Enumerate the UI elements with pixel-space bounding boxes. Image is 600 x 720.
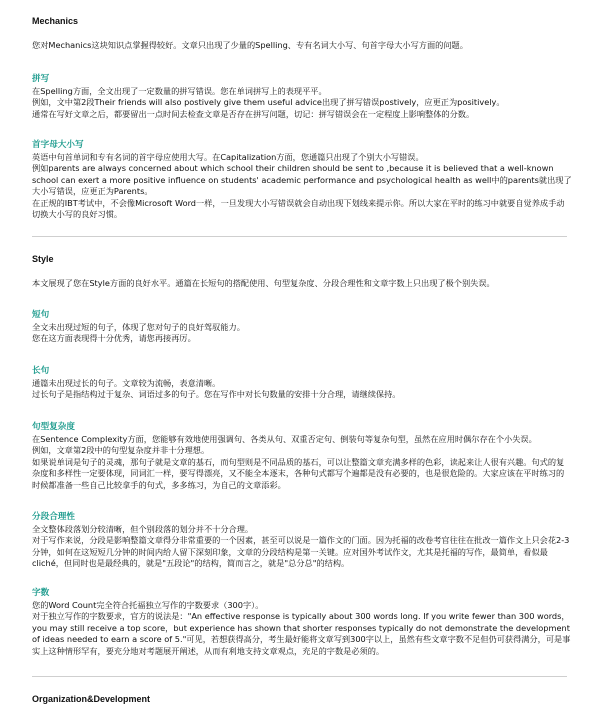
organization-title: Organization&Development: [32, 694, 151, 704]
mechanics-title: Mechanics: [32, 16, 79, 26]
style-intro-text: 本文展现了您在Style方面的良好水平。通篇在长短句的搭配使用、句型复杂度、分段合理性和文章字数上只出现了极个别失误。: [32, 278, 495, 288]
spelling-line: 通常在写好文章之后，都要留出一点时间去检查文章是否存在拼写问题，切记：拼写错误会在一定程度上影响整体的分数。: [32, 108, 475, 119]
long-sentence-heading: 长句: [32, 366, 50, 376]
capitalization-line: 在正规的IBT考试中，不会像Microsoft Word一样，一旦发现大小写错误就会自动出现下划线来提示你。所以大家在平时的练习中就要自觉养成手动切换大小写的良好习惯。: [32, 197, 565, 220]
complexity-line: 如果说单词是句子的灵魂，那句子就是文章的基石，而句型则是不同品质的基石，可以让整篇文章充满多样的色彩，读起来让人很有兴趣。句式的复杂度和多样性一定要体现，同词汇一样，要写得漂亮，又不能全本逐末，各种句式都写个遍都是没有必要的，也是很危险的。大家应该在平时练习的时候都准备一些自己比较拿手的句式，多多练习，为自己的文章添彩。: [32, 456, 565, 490]
short-sentence-line: 您在这方面表现得十分优秀，请您再接再厉。: [32, 333, 196, 344]
capitalization-heading: 首字母大小写: [32, 140, 84, 150]
paragraph-section: [32, 512, 572, 570]
spelling-section: [32, 74, 572, 120]
complexity-section: [32, 422, 572, 491]
spelling-line: 例如，文中第2段Their friends will also postively give them useful advice出现了拼写错误postively，应更正为positively。: [32, 97, 505, 108]
capitalization-line: 例如parents are always concerned about which school their children should be sent to ,because it is believed that a well-known school can exert a more positive influence on students' academic performance and psychological health as well中的parents就出现了大小写错误，应更正为Parents。: [32, 163, 572, 197]
section-divider: [32, 676, 567, 677]
long-sentence-section: [32, 366, 572, 401]
wordcount-line: 对于独立写作的字数要求，官方的说法是："An effective response is typically about 300 words long. If you write fewer than 300 words，you may still receive a top score，but experience has shown that shorter responses typically do not demonstrate the development of ideas needed to earn a score of 5."可见，若想获得高分，考生最好能将文章写到300字以上，虽然有些文章字数不足但仍可获得满分，可是事实上这种情形罕有，要充分地对考题展开阐述，从而有利地支持文章观点，充足的字数是必须的。: [32, 611, 571, 656]
spelling-line: 在Spelling方面，全文出现了一定数量的拼写错误。您在单词拼写上的表现平平。: [32, 86, 327, 96]
paragraph-line: 全文整体段落划分较清晰，但个别段落的划分并不十分合理。: [32, 524, 254, 534]
long-sentence-line: 通篇未出现过长的句子。文章较为流畅，表意清晰。: [32, 378, 221, 388]
style-title: Style: [32, 254, 54, 264]
wordcount-line: 您的Word Count完全符合托福独立写作的字数要求（300字）。: [32, 600, 264, 610]
mechanics-intro-text: 您对Mechanics这块知识点掌握得较好。文章只出现了少量的Spelling、专有名词大小写、句首字母大小写方面的问题。: [32, 40, 468, 50]
complexity-heading: 句型复杂度: [32, 422, 75, 432]
short-sentence-section: [32, 310, 572, 345]
style-intro: [32, 278, 572, 289]
mechanics-intro: [32, 40, 572, 51]
complexity-line: 在Sentence Complexity方面，您能够有效地使用强调句、各类从句、双重否定句、倒装句等复杂句型，虽然在应用时偶尔存在个小失误。: [32, 434, 537, 444]
spelling-heading: 拼写: [32, 74, 50, 84]
short-sentence-line: 全文未出现过短的句子，体现了您对句子的良好驾驭能力。: [32, 322, 245, 332]
wordcount-heading: 字数: [32, 588, 50, 598]
capitalization-section: [32, 140, 572, 220]
capitalization-line: 英语中句首单词和专有名词的首字母应使用大写。在Capitalization方面，您通篇只出现了个别大小写错误。: [32, 152, 424, 162]
complexity-line: 例如，文章第2段中的句型复杂度并非十分理想。: [32, 445, 210, 456]
section-divider: [32, 236, 567, 237]
paragraph-heading: 分段合理性: [32, 512, 75, 522]
wordcount-section: [32, 588, 572, 657]
paragraph-line: 对于写作来说，分段是影响整篇文章得分非常重要的一个因素，甚至可以说是一篇作文的门面。因为托福的改卷考官往往在批改一篇作文上只会花2-3分钟，如何在这短短几分钟的时间内给人留下深刻印象，文章的分段结构是第一关键。应对国外考试作文，尤其是托福的写作，最简单，看似最cliché，但同时也是最经典的，就是"五段论"的结构，简而言之，就是"总分总"的结构。: [32, 535, 570, 569]
short-sentence-heading: 短句: [32, 310, 50, 320]
long-sentence-line: 过长句子是指结构过于复杂、词语过多的句子。您在写作中对长句数量的安排十分合理，请继续保持。: [32, 389, 401, 400]
